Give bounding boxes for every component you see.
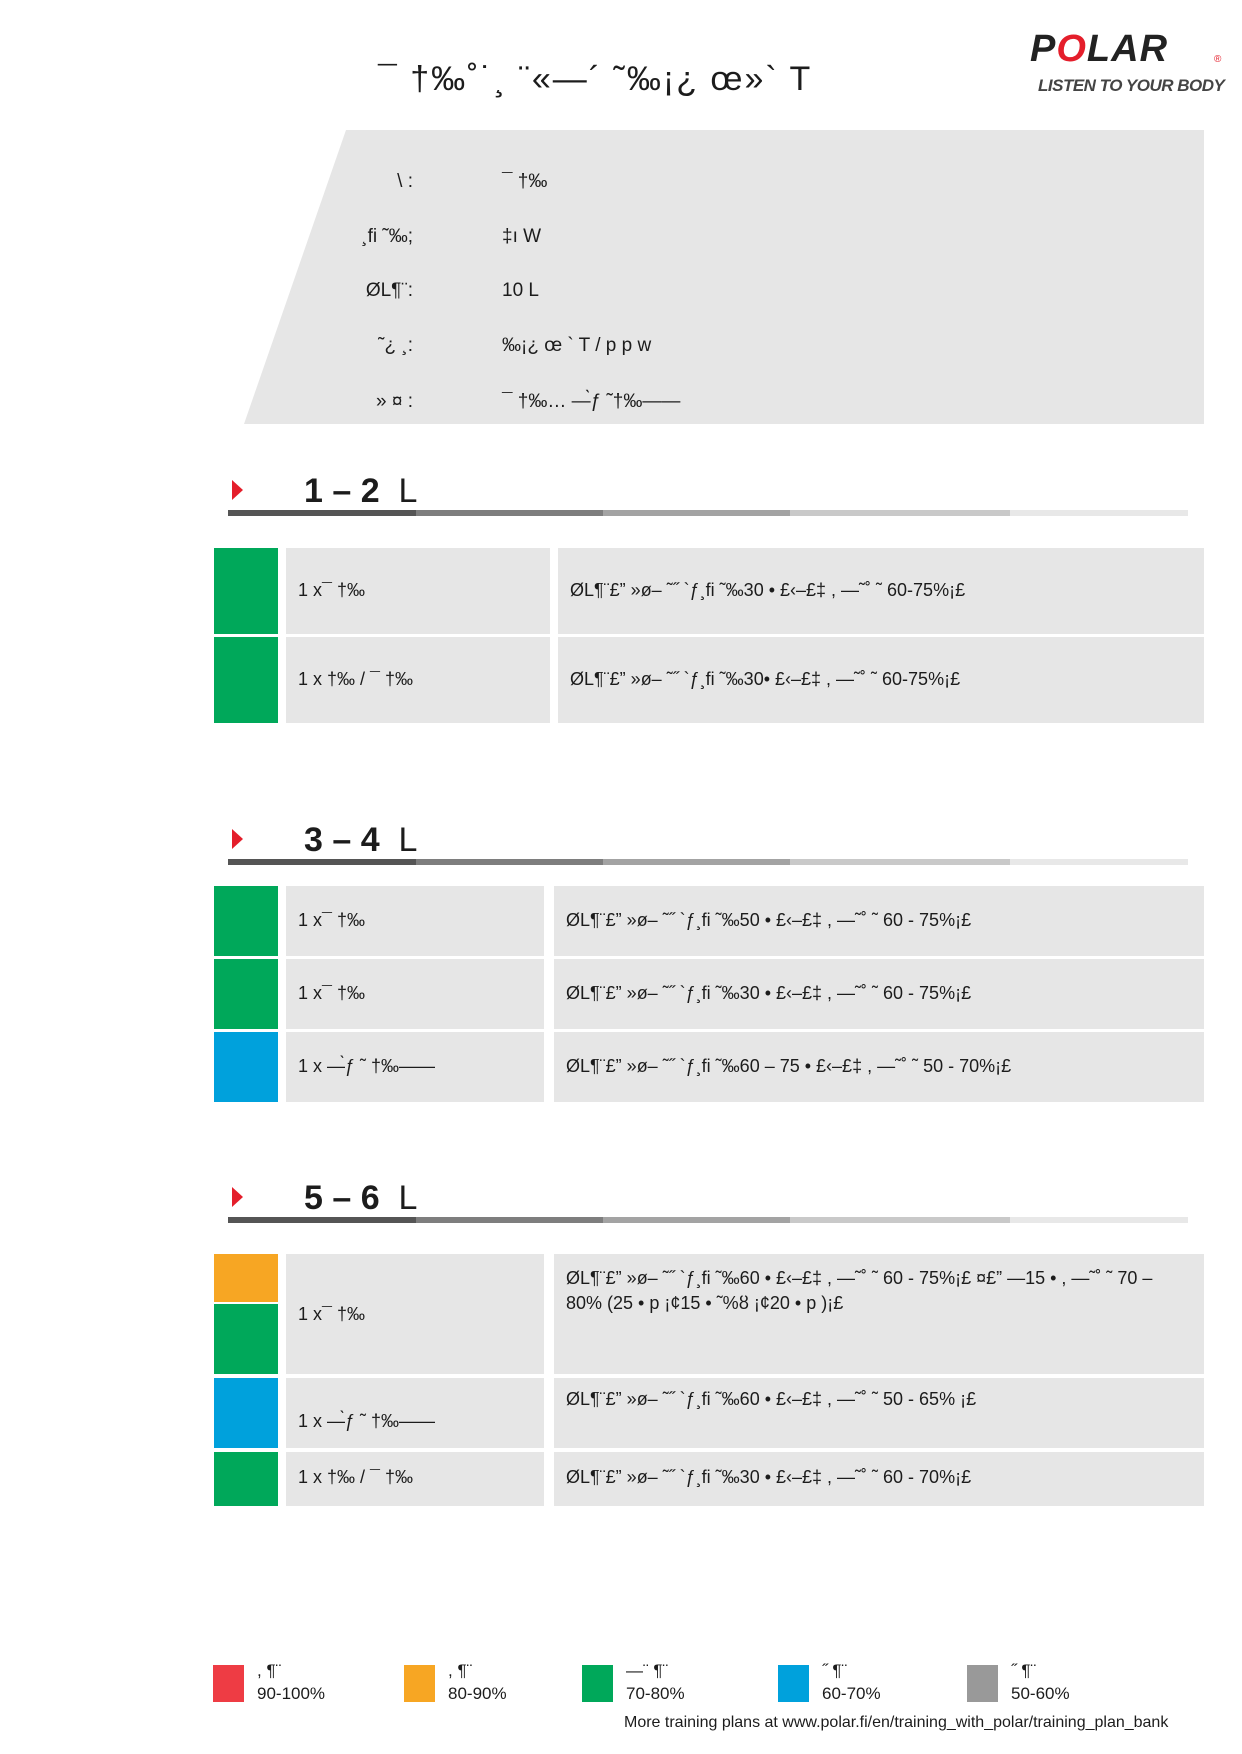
zone-color-swatch [214, 1452, 278, 1506]
legend-zone-name: , ¶¨ [448, 1661, 473, 1680]
legend-zone-range: 70-80% [626, 1684, 685, 1703]
week-section-title [304, 1179, 417, 1218]
week-section-title [304, 472, 417, 511]
info-label: ¸ﬁ ˜‰; [361, 226, 413, 247]
week-unit: L [398, 472, 418, 510]
legend-zone-range: 90-100% [257, 1684, 326, 1703]
info-value: ¯ †‰ [502, 171, 548, 192]
workout-row [214, 548, 1204, 634]
legend-swatch [404, 1665, 435, 1702]
legend-swatch [582, 1665, 613, 1702]
zone-color-swatch [214, 1304, 278, 1374]
zone-color-swatch [214, 1378, 278, 1448]
logo-wordmark [1030, 28, 1168, 71]
info-label: ØL¶¨: [365, 280, 413, 301]
week-section-header [228, 805, 1204, 865]
week-section-header [228, 456, 1204, 516]
workout-description: ØL¶¨£” »ø– ˜˝ `ƒ¸ﬁ ˜‰30 • £‹–£‡ , —˜˚ ˜ 60-75%¡£ [570, 580, 966, 600]
workout-description: ØL¶¨£” »ø– ˜˝ `ƒ¸ﬁ ˜‰30 • £‹–£‡ , —˜˚ ˜ 60 - 75%¡£ [566, 983, 972, 1003]
workout-description: ØL¶¨£” »ø– ˜˝ `ƒ¸ﬁ ˜‰60 • £‹–£‡ , —˜˚ ˜ 60 - 75%¡£ ¤£” —15 • , —˜˚ ˜ 70 – 80% (25 • p ¡¢15 • ˜%ȣ ¡¢20 • p )¡£ [566, 1268, 1153, 1313]
zone-color-swatch [214, 959, 278, 1029]
info-label: ˜¿ ¸: [378, 335, 413, 356]
week-unit: L [398, 821, 418, 859]
workout-row [214, 1378, 1204, 1448]
section-divider [228, 1217, 1188, 1223]
workout-description: ØL¶¨£” »ø– ˜˝ `ƒ¸ﬁ ˜‰30 • £‹–£‡ , —˜˚ ˜ 60 - 70%¡£ [566, 1467, 972, 1487]
zone-color-swatch [214, 637, 278, 723]
info-value: 10 L [502, 280, 539, 301]
legend-zone-name: ˝ ¶¨ [822, 1661, 848, 1680]
legend-zone-range: 80-90% [448, 1684, 507, 1703]
logo-letters-rest: LAR [1086, 28, 1169, 70]
play-arrow-icon [232, 480, 243, 500]
legend-zone-name: ˝ ¶¨ [1011, 1661, 1037, 1680]
legend-swatch [967, 1665, 998, 1702]
workout-name: 1 x †‰ / ¯ †‰ [298, 1467, 413, 1487]
workout-row [214, 1032, 1204, 1102]
week-section-title [304, 821, 417, 860]
legend-zone-range: 60-70% [822, 1684, 881, 1703]
workout-row [214, 959, 1204, 1029]
legend-zone-name: , ¶¨ [257, 1661, 282, 1680]
info-value: ‡ı W [502, 226, 542, 247]
workout-name: 1 x¯ †‰ [298, 983, 365, 1003]
workout-row [214, 886, 1204, 956]
workout-description: ØL¶¨£” »ø– ˜˝ `ƒ¸ﬁ ˜‰60 • £‹–£‡ , —˜˚ ˜ 50 - 65% ¡£ [566, 1389, 977, 1409]
legend-swatch [213, 1665, 244, 1702]
info-value: ‰¡¿ œ ` T / p p w [502, 335, 652, 356]
info-label: » ¤ : [376, 391, 413, 412]
week-range: 1 – 2 [304, 472, 380, 510]
play-arrow-icon [232, 829, 243, 849]
zone-color-swatch [214, 548, 278, 634]
week-section-header [228, 1163, 1204, 1223]
workout-name: 1 x¯ †‰ [298, 580, 365, 600]
section-divider [228, 510, 1188, 516]
polar-logo [1030, 28, 1225, 102]
workout-row [214, 1254, 1204, 1374]
page-title: ¯ †‰˚˙¸ ¨«—´ ˜‰¡¿ œ»` T [378, 60, 813, 98]
logo-letter-o: O [1056, 28, 1087, 70]
play-arrow-icon [232, 1187, 243, 1207]
workout-name: 1 x —̀ƒ ˜ †‰—— [298, 1056, 436, 1076]
workout-row [214, 637, 1204, 723]
legend-swatch [778, 1665, 809, 1702]
section-divider [228, 859, 1188, 865]
workout-name: 1 x —̀ƒ ˜ †‰—— [298, 1411, 436, 1431]
workout-name: 1 x †‰ / ¯ †‰ [298, 669, 413, 689]
workout-description: ØL¶¨£” »ø– ˜˝ `ƒ¸ﬁ ˜‰50 • £‹–£‡ , —˜˚ ˜ 60 - 75%¡£ [566, 910, 972, 930]
zone-color-swatch [214, 886, 278, 956]
week-unit: L [398, 1179, 418, 1217]
logo-letter-p: P [1030, 28, 1057, 70]
week-range: 5 – 6 [304, 1179, 380, 1217]
workout-row [214, 1452, 1204, 1506]
workout-description: ØL¶¨£” »ø– ˜˝ `ƒ¸ﬁ ˜‰30• £‹–£‡ , —˜˚ ˜ 60-75%¡£ [570, 669, 961, 689]
workout-name: 1 x¯ †‰ [298, 910, 365, 930]
info-label: \ : [397, 171, 413, 192]
workout-name: 1 x¯ †‰ [298, 1304, 365, 1324]
info-value: ¯ †‰… —̀ƒ ˜†‰—— [502, 391, 681, 412]
logo-tagline: LISTEN TO YOUR BODY [1038, 76, 1225, 95]
legend-zone-name: —¨ ¶¨ [626, 1661, 669, 1680]
logo-registered-mark: ® [1214, 54, 1222, 65]
workout-description: ØL¶¨£” »ø– ˜˝ `ƒ¸ﬁ ˜‰60 – 75 • £‹–£‡ , —˜˚ ˜ 50 - 70%¡£ [566, 1056, 1012, 1076]
zone-color-swatch [214, 1032, 278, 1102]
zone-color-swatch [214, 1254, 278, 1302]
week-range: 3 – 4 [304, 821, 380, 859]
legend-zone-range: 50-60% [1011, 1684, 1070, 1703]
footer-link[interactable]: More training plans at www.polar.fi/en/training_with_polar/training_plan_bank [624, 1714, 1169, 1731]
